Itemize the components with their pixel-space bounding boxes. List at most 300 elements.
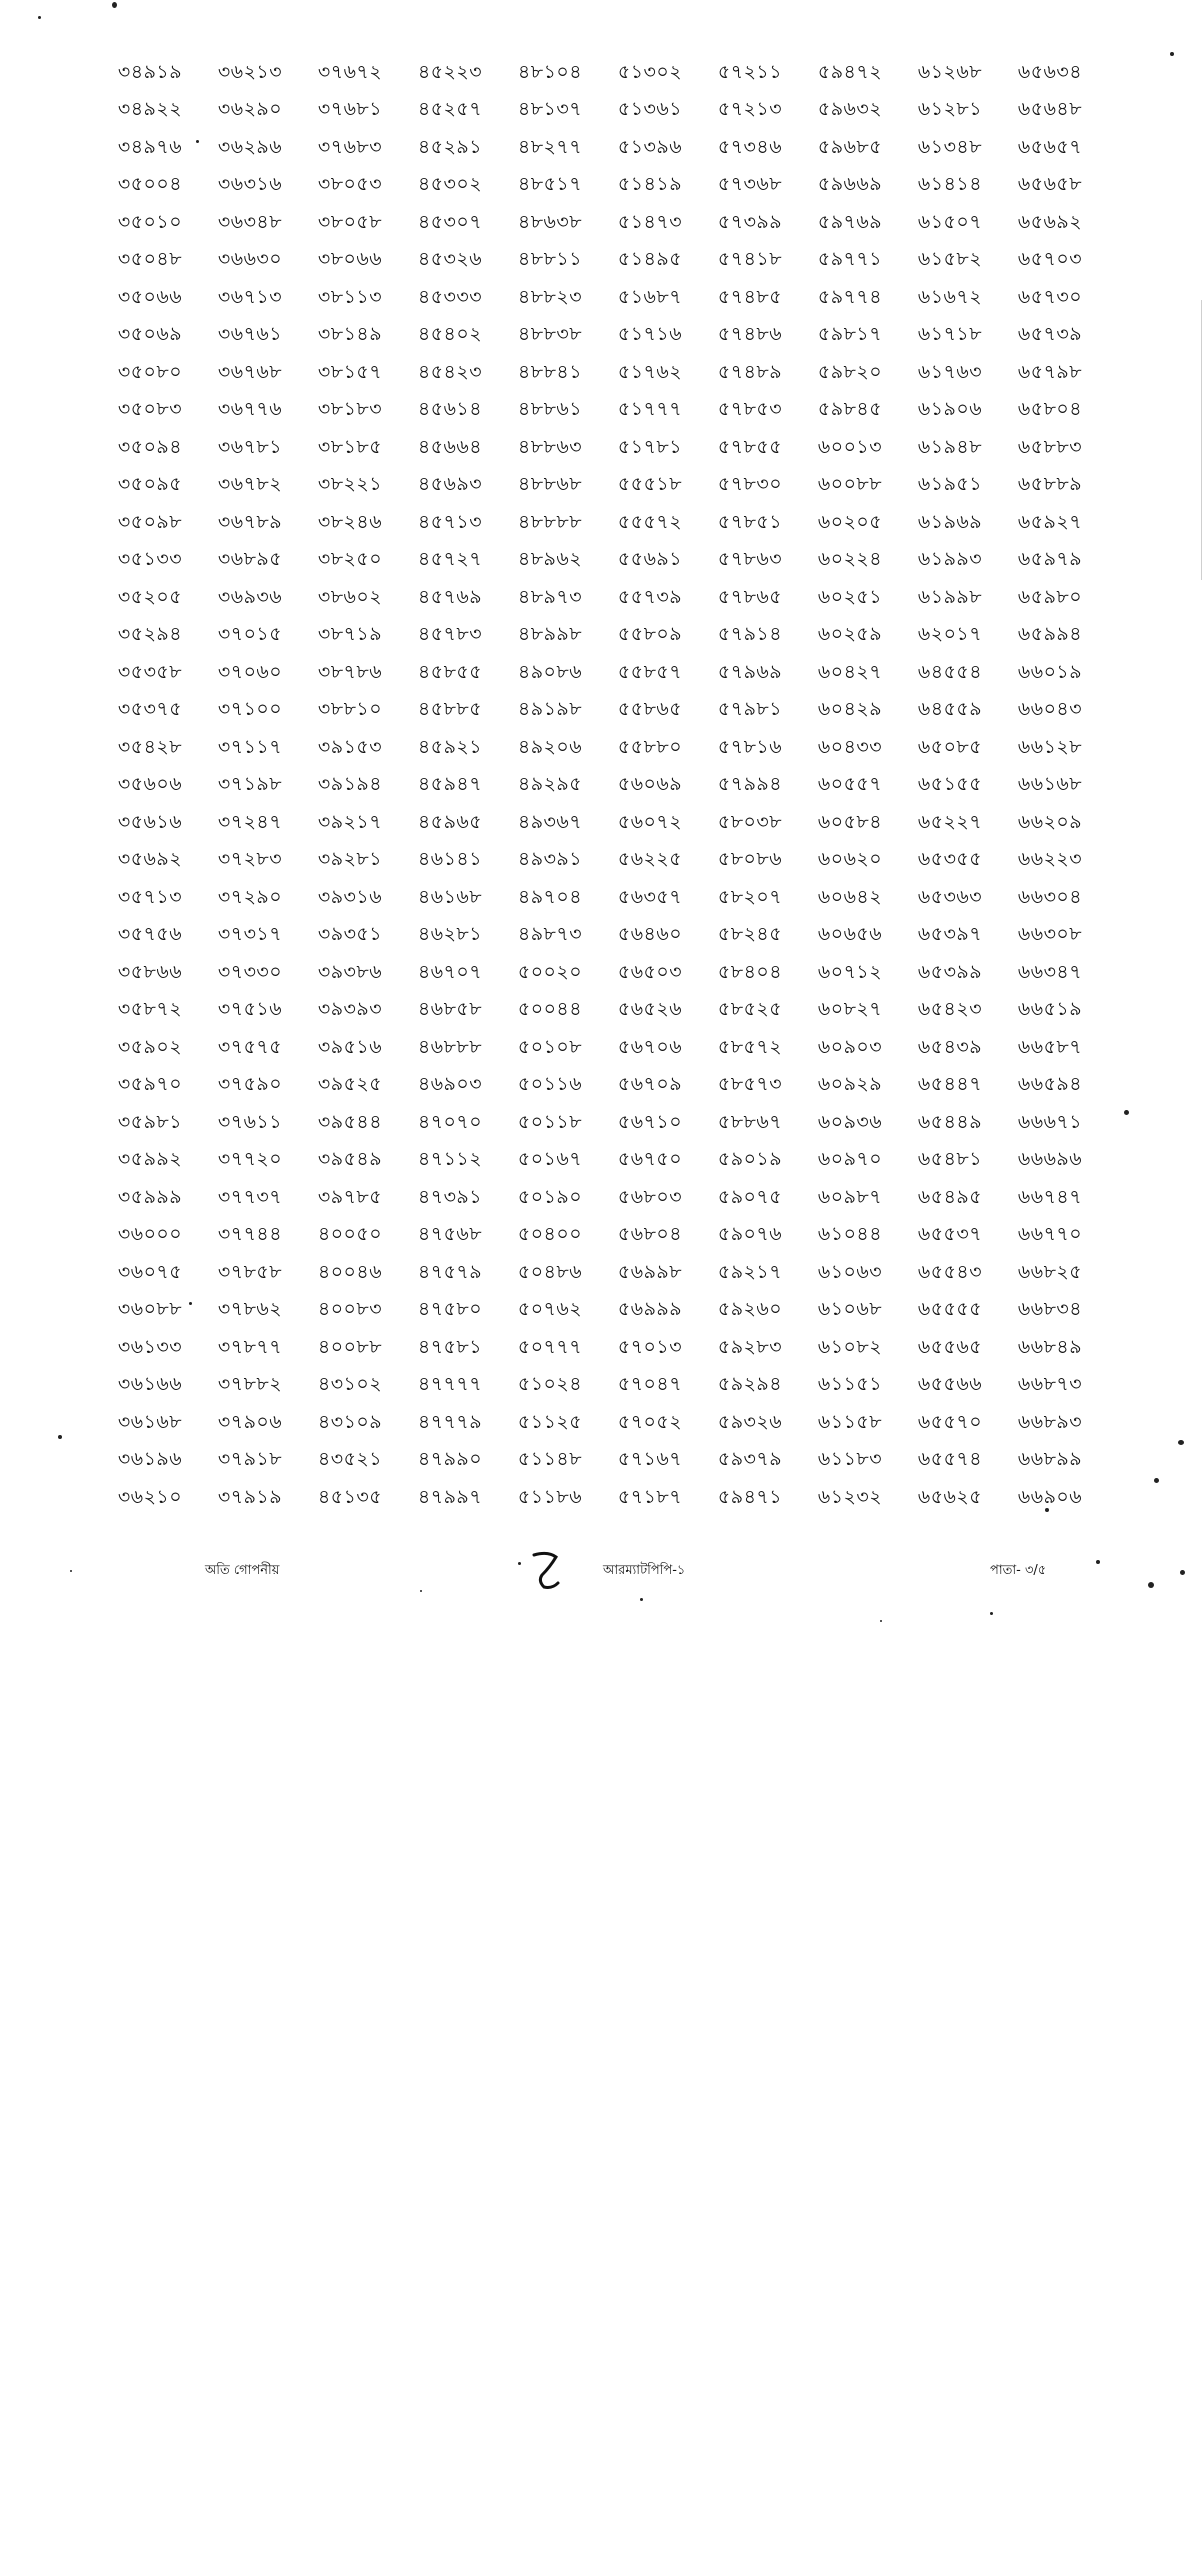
roll-number-cell: ৬৫৪৮১ bbox=[917, 1148, 983, 1171]
roll-number-cell: ৫৮৪০৪ bbox=[717, 960, 783, 983]
roll-number-cell: ৫৯৮৪৫ bbox=[817, 398, 883, 421]
scan-speck bbox=[990, 1612, 993, 1615]
roll-number-cell: ৩৫০৪৮ bbox=[117, 248, 183, 271]
roll-number-cell: ৬১১৫১ bbox=[817, 1373, 883, 1396]
roll-number-cell: ৩৫২০৫ bbox=[117, 585, 183, 608]
roll-number-cell: ৩৮৭৮৬ bbox=[317, 660, 383, 683]
roll-number-cell: ৬৫৭৩০ bbox=[1017, 285, 1083, 308]
roll-number-cell: ৬০৫৮৪ bbox=[817, 810, 883, 833]
roll-number-cell: ৪৫৬৯৩ bbox=[417, 473, 483, 496]
roll-number-cell: ৩৫৪২৮ bbox=[117, 735, 183, 758]
roll-number-cell: ৩৫০৬৬ bbox=[117, 285, 183, 308]
roll-number-cell: ৬১৯৯৮ bbox=[917, 585, 983, 608]
roll-number-cell: ৬৫৭০৩ bbox=[1017, 248, 1083, 271]
roll-number-cell: ৬৬২০৯ bbox=[1017, 810, 1083, 833]
roll-number-cell: ৫৮০৩৮ bbox=[717, 810, 783, 833]
roll-number-cell: ৫৮২০৭ bbox=[717, 885, 783, 908]
roll-number-cell: ৪৮৮৬৩ bbox=[517, 435, 583, 458]
roll-number-cell: ৩৬৬৩০ bbox=[217, 248, 283, 271]
roll-number-cell: ৫৯৬৩২ bbox=[817, 98, 883, 121]
roll-number-cell: ৪০০৮৮ bbox=[317, 1335, 383, 1358]
roll-number-cell: ৬৪৫৫৯ bbox=[917, 698, 983, 721]
scan-speck bbox=[196, 140, 199, 143]
roll-number-cell: ৬৫৪৯৫ bbox=[917, 1185, 983, 1208]
roll-number-cell: ৬৬৫৮৭ bbox=[1017, 1035, 1083, 1058]
scan-speck bbox=[1180, 1570, 1185, 1575]
scan-speck bbox=[420, 1590, 422, 1592]
roll-number-cell: ৪৭৫৬৮ bbox=[417, 1223, 483, 1246]
roll-number-cell: ৫৯২৬০ bbox=[717, 1298, 783, 1321]
roll-number-cell: ৪৭৫৭৯ bbox=[417, 1260, 483, 1283]
roll-number-cell: ৬৫৬৯২ bbox=[1017, 210, 1083, 233]
roll-number-cell: ৪৫৩৩৩ bbox=[417, 285, 483, 308]
table-row bbox=[100, 880, 1100, 918]
table-row bbox=[100, 468, 1100, 506]
roll-number-cell: ৫৯০১৯ bbox=[717, 1148, 783, 1171]
roll-number-cell: ৩৫৯০২ bbox=[117, 1035, 183, 1058]
table-row bbox=[100, 505, 1100, 543]
roll-number-cell: ৫৭২১৩ bbox=[717, 98, 783, 121]
roll-number-cell: ৫৭৮৬৩ bbox=[717, 548, 783, 571]
roll-number-cell: ৩৮১১৩ bbox=[317, 285, 383, 308]
roll-number-cell: ৫১৩৬১ bbox=[617, 98, 683, 121]
roll-number-cell: ৬৬৬৯৬ bbox=[1017, 1148, 1083, 1171]
roll-number-cell: ৩৭১০০ bbox=[217, 698, 283, 721]
roll-number-cell: ৬২০১৭ bbox=[917, 623, 983, 646]
roll-number-cell: ৪৫৭২৭ bbox=[417, 548, 483, 571]
roll-number-cell: ৫৬৩৫৭ bbox=[617, 885, 683, 908]
roll-number-cell: ৫১১৮৬ bbox=[517, 1485, 583, 1508]
scan-edge-line bbox=[1201, 300, 1202, 580]
roll-number-cell: ৫১৭৬২ bbox=[617, 360, 683, 383]
page-number-label: পাতা- ৩/৫ bbox=[990, 1563, 1047, 1578]
roll-number-cell: ৬৬১৬৮ bbox=[1017, 773, 1083, 796]
roll-number-cell: ৬০২৫১ bbox=[817, 585, 883, 608]
roll-number-cell: ৬১০৮২ bbox=[817, 1335, 883, 1358]
roll-number-cell: ৪৬১৪১ bbox=[417, 848, 483, 871]
scan-speck bbox=[112, 2, 117, 8]
roll-number-cell: ৩৭৩১৭ bbox=[217, 923, 283, 946]
roll-number-cell: ৬০৯৭০ bbox=[817, 1148, 883, 1171]
roll-number-cell: ৫৭৩৬৮ bbox=[717, 173, 783, 196]
roll-number-cell: ৫০১৬৭ bbox=[517, 1148, 583, 1171]
roll-number-cell: ৩৮০৫৮ bbox=[317, 210, 383, 233]
roll-number-cell: ৫০৭৭৭ bbox=[517, 1335, 583, 1358]
roll-number-cell: ৩৬২৯০ bbox=[217, 98, 283, 121]
roll-number-cell: ৩৭২৪৭ bbox=[217, 810, 283, 833]
roll-number-cell: ৫৭৮৫৩ bbox=[717, 398, 783, 421]
roll-number-cell: ৫৭৩৪৬ bbox=[717, 135, 783, 158]
roll-number-cell: ৬১৩৪৮ bbox=[917, 135, 983, 158]
roll-number-cell: ৪৫৭৮৩ bbox=[417, 623, 483, 646]
roll-number-cell: ৫৫৮৮০ bbox=[617, 735, 683, 758]
roll-number-cell: ৫৫৭৩৯ bbox=[617, 585, 683, 608]
roll-number-cell: ৪৬৭০৭ bbox=[417, 960, 483, 983]
roll-number-cell: ৪৬৯০৩ bbox=[417, 1073, 483, 1096]
roll-number-cell: ৩৫৮৬৬ bbox=[117, 960, 183, 983]
scan-speck bbox=[70, 1570, 72, 1572]
roll-number-cell: ৪৫৮৫৫ bbox=[417, 660, 483, 683]
roll-number-cell: ৩৮১৮৫ bbox=[317, 435, 383, 458]
roll-number-cell: ৬০২০৫ bbox=[817, 510, 883, 533]
table-row bbox=[100, 993, 1100, 1031]
roll-number-cell: ৪৫২৫৭ bbox=[417, 98, 483, 121]
roll-number-cell: ৩৫৯৭০ bbox=[117, 1073, 183, 1096]
roll-number-cell: ৫১৩০২ bbox=[617, 60, 683, 83]
roll-number-cell: ৬১১৮৩ bbox=[817, 1448, 883, 1471]
roll-number-cell: ৪৯২০৬ bbox=[517, 735, 583, 758]
roll-number-cell: ৪৮৮৪১ bbox=[517, 360, 583, 383]
table-row bbox=[100, 55, 1100, 93]
roll-number-cell: ৫৬৭১০ bbox=[617, 1110, 683, 1133]
roll-number-cell: ৪৮৮৮৮ bbox=[517, 510, 583, 533]
roll-number-cell: ৬১৯৯৩ bbox=[917, 548, 983, 571]
roll-number-cell: ৫১৬৮৭ bbox=[617, 285, 683, 308]
roll-number-cell: ৬৬৭৪৭ bbox=[1017, 1185, 1083, 1208]
table-row bbox=[100, 618, 1100, 656]
roll-number-cell: ৩৪৯৭৬ bbox=[117, 135, 183, 158]
roll-number-cell: ৩৭৯১৮ bbox=[217, 1448, 283, 1471]
roll-number-cell: ৩৬০৮৮ bbox=[117, 1298, 183, 1321]
roll-number-cell: ৬০০৮৮ bbox=[817, 473, 883, 496]
roll-number-cell: ৬০৬৫৬ bbox=[817, 923, 883, 946]
roll-number-cell: ৪৫৪২৩ bbox=[417, 360, 483, 383]
roll-number-cell: ৬৫৪২৩ bbox=[917, 998, 983, 1021]
roll-number-cell: ৬০৯৮৭ bbox=[817, 1185, 883, 1208]
roll-number-cell: ৬৫৭৯৮ bbox=[1017, 360, 1083, 383]
roll-number-cell: ৩৫৯৯৯ bbox=[117, 1185, 183, 1208]
roll-number-cell: ৪৫২৯১ bbox=[417, 135, 483, 158]
roll-number-cell: ৫০১৯০ bbox=[517, 1185, 583, 1208]
roll-number-cell: ৬৫৫৫৫ bbox=[917, 1298, 983, 1321]
roll-number-cell: ৫১৭৮১ bbox=[617, 435, 683, 458]
roll-number-cell: ৫৯৮১৭ bbox=[817, 323, 883, 346]
roll-number-cell: ৫৬৪৬০ bbox=[617, 923, 683, 946]
roll-number-cell: ৫৭১৬৭ bbox=[617, 1448, 683, 1471]
roll-number-cell: ৩৯৫১৬ bbox=[317, 1035, 383, 1058]
roll-number-cell: ৩৭৮৫৮ bbox=[217, 1260, 283, 1283]
roll-number-cell: ৬১৯৬৯ bbox=[917, 510, 983, 533]
roll-number-cell: ৩৯৫২৫ bbox=[317, 1073, 383, 1096]
roll-number-cell: ৬০২৫৯ bbox=[817, 623, 883, 646]
roll-number-cell: ৬৬১২৮ bbox=[1017, 735, 1083, 758]
table-row bbox=[100, 955, 1100, 993]
roll-number-cell: ৬৫৮০৪ bbox=[1017, 398, 1083, 421]
roll-number-cell: ৫০৪৮৬ bbox=[517, 1260, 583, 1283]
roll-number-cell: ৪৫৬১৪ bbox=[417, 398, 483, 421]
table-row bbox=[100, 130, 1100, 168]
roll-number-cell: ৫৭৯৯৪ bbox=[717, 773, 783, 796]
roll-number-cell: ৪৫৪০২ bbox=[417, 323, 483, 346]
roll-number-cell: ৫৮২৪৫ bbox=[717, 923, 783, 946]
roll-number-cell: ৫৬৯৯৯ bbox=[617, 1298, 683, 1321]
roll-number-cell: ৬১২৩২ bbox=[817, 1485, 883, 1508]
roll-number-cell: ৬৫৪৩৯ bbox=[917, 1035, 983, 1058]
roll-number-cell: ৫০১১৮ bbox=[517, 1110, 583, 1133]
roll-number-cell: ৬৫৬৫৭ bbox=[1017, 135, 1083, 158]
roll-number-cell: ৩৭৩৩০ bbox=[217, 960, 283, 983]
roll-number-cell: ৩৬০০০ bbox=[117, 1223, 183, 1246]
scan-speck bbox=[1096, 1560, 1100, 1564]
page-footer bbox=[0, 1555, 1204, 1595]
roll-number-cell: ৩৯৫৪৯ bbox=[317, 1148, 383, 1171]
table-row bbox=[100, 168, 1100, 206]
roll-number-cell: ৫৫৮০৯ bbox=[617, 623, 683, 646]
roll-number-cell: ৩৯১৯৪ bbox=[317, 773, 383, 796]
roll-number-cell: ৬৫৬৫৮ bbox=[1017, 173, 1083, 196]
roll-number-cell: ৪৯৭০৪ bbox=[517, 885, 583, 908]
roll-number-cell: ৬৫৯৮০ bbox=[1017, 585, 1083, 608]
roll-number-cell: ৩৫০৯৮ bbox=[117, 510, 183, 533]
roll-number-cell: ৩৯১৫৩ bbox=[317, 735, 383, 758]
roll-number-cell: ৫৫৮৫৭ bbox=[617, 660, 683, 683]
roll-number-cell: ৫১৩৯৬ bbox=[617, 135, 683, 158]
roll-number-cell: ৫৭০৪৭ bbox=[617, 1373, 683, 1396]
roll-number-cell: ৩৮০৬৬ bbox=[317, 248, 383, 271]
table-row bbox=[100, 393, 1100, 431]
scan-speck bbox=[880, 1620, 882, 1622]
roll-number-cell: ৩৮১৪৯ bbox=[317, 323, 383, 346]
roll-number-cell: ৫৯৪৭১ bbox=[717, 1485, 783, 1508]
roll-number-cell: ৩৯২১৭ bbox=[317, 810, 383, 833]
roll-number-cell: ৬৬৮৭৩ bbox=[1017, 1373, 1083, 1396]
roll-number-cell: ৬০০১৩ bbox=[817, 435, 883, 458]
roll-number-cell: ৫০০৪৪ bbox=[517, 998, 583, 1021]
roll-number-cell: ৪৭১১২ bbox=[417, 1148, 483, 1171]
roll-number-cell: ৩৭৮৭৭ bbox=[217, 1335, 283, 1358]
roll-number-cell: ৪৫৭১৩ bbox=[417, 510, 483, 533]
roll-number-cell: ৪৭৩৯১ bbox=[417, 1185, 483, 1208]
roll-number-cell: ৩৭৫৭৫ bbox=[217, 1035, 283, 1058]
roll-number-cell: ৬১৬৭২ bbox=[917, 285, 983, 308]
roll-number-cell: ৩৮৬০২ bbox=[317, 585, 383, 608]
roll-number-cell: ৩৫৬০৬ bbox=[117, 773, 183, 796]
roll-number-cell: ৩৭৬১১ bbox=[217, 1110, 283, 1133]
roll-number-cell: ৪৫৩০৭ bbox=[417, 210, 483, 233]
roll-number-cell: ৩৬৯৩৬ bbox=[217, 585, 283, 608]
table-row bbox=[100, 580, 1100, 618]
roll-number-cell: ৫৮৫২৫ bbox=[717, 998, 783, 1021]
roll-number-cell: ৬১০৬৩ bbox=[817, 1260, 883, 1283]
roll-number-cell: ৫৬৯৯৮ bbox=[617, 1260, 683, 1283]
scan-speck bbox=[38, 16, 41, 19]
roll-number-cell: ৩৭৭৪৪ bbox=[217, 1223, 283, 1246]
roll-number-cell: ৫৭৪৮৯ bbox=[717, 360, 783, 383]
roll-number-cell: ৩৮১৮৩ bbox=[317, 398, 383, 421]
roll-number-cell: ৪৭৫৮০ bbox=[417, 1298, 483, 1321]
roll-number-cell: ৪৯৩৯১ bbox=[517, 848, 583, 871]
roll-number-cell: ৪৫৬৬৪ bbox=[417, 435, 483, 458]
roll-number-cell: ৬৬২২৩ bbox=[1017, 848, 1083, 871]
roll-number-cell: ৩৭৯১৯ bbox=[217, 1485, 283, 1508]
roll-number-cell: ৪৭৭৭৯ bbox=[417, 1410, 483, 1433]
office-code-label: আরম্যাটপিপি-১ bbox=[603, 1563, 686, 1578]
roll-number-cell: ৫৯৭৬৯ bbox=[817, 210, 883, 233]
roll-number-cell: ৪৮৮১১ bbox=[517, 248, 583, 271]
roll-number-cell: ৫৭০৫২ bbox=[617, 1410, 683, 1433]
roll-number-cell: ৬৫৪৪৯ bbox=[917, 1110, 983, 1133]
roll-number-cell: ৫৯৭৭১ bbox=[817, 248, 883, 271]
roll-number-cell: ৫০৭৬২ bbox=[517, 1298, 583, 1321]
roll-number-cell: ৪৫৩০২ bbox=[417, 173, 483, 196]
roll-number-cell: ৫১১৪৮ bbox=[517, 1448, 583, 1471]
roll-number-cell: ৬৫৩৯৯ bbox=[917, 960, 983, 983]
roll-number-cell: ৪৯১৯৮ bbox=[517, 698, 583, 721]
roll-number-cell: ৩৮৭১৯ bbox=[317, 623, 383, 646]
roll-number-cell: ৪৫৭৬৯ bbox=[417, 585, 483, 608]
scan-speck bbox=[189, 1302, 192, 1305]
table-row bbox=[100, 730, 1100, 768]
roll-number-cell: ৬৬৬৭১ bbox=[1017, 1110, 1083, 1133]
roll-number-cell: ৩৬৭৮২ bbox=[217, 473, 283, 496]
roll-number-cell: ৩৬২১০ bbox=[117, 1485, 183, 1508]
roll-number-cell: ৫৫৬৯১ bbox=[617, 548, 683, 571]
roll-number-cell: ৪৯০৮৬ bbox=[517, 660, 583, 683]
roll-number-cell: ৩৬৭১৩ bbox=[217, 285, 283, 308]
roll-number-cell: ৪০০৫০ bbox=[317, 1223, 383, 1246]
roll-number-cell: ৫৬৭০৯ bbox=[617, 1073, 683, 1096]
roll-number-cell: ৬১৯৫১ bbox=[917, 473, 983, 496]
roll-number-cell: ৬১৫৮২ bbox=[917, 248, 983, 271]
roll-number-cell: ৫৯৭৭৪ bbox=[817, 285, 883, 308]
roll-number-cell: ৩৭৬৮১ bbox=[317, 98, 383, 121]
roll-number-cell: ৫৭৯৬৯ bbox=[717, 660, 783, 683]
roll-number-cell: ৪৫৯২১ bbox=[417, 735, 483, 758]
roll-number-cell: ৩৬২১৩ bbox=[217, 60, 283, 83]
roll-number-cell: ৩৭২৯০ bbox=[217, 885, 283, 908]
roll-number-cell: ৬৫০৮৫ bbox=[917, 735, 983, 758]
roll-number-cell: ৩৫৮৭২ bbox=[117, 998, 183, 1021]
roll-number-cell: ৫০৪০০ bbox=[517, 1223, 583, 1246]
table-row bbox=[100, 1368, 1100, 1406]
roll-number-cell: ৬৫৬২৫ bbox=[917, 1485, 983, 1508]
roll-number-cell: ৬০৯৩৬ bbox=[817, 1110, 883, 1133]
table-row bbox=[100, 1480, 1100, 1518]
roll-number-cell: ৬১৫০৭ bbox=[917, 210, 983, 233]
roll-number-cell: ৫৯৩২৬ bbox=[717, 1410, 783, 1433]
roll-number-cell: ৫৭২১১ bbox=[717, 60, 783, 83]
roll-number-cell: ৫৭৮৫৫ bbox=[717, 435, 783, 458]
roll-number-cell: ৫৬৫০৩ bbox=[617, 960, 683, 983]
roll-number-cell: ৪৬৮৮৮ bbox=[417, 1035, 483, 1058]
roll-number-cell: ৬১৪১৪ bbox=[917, 173, 983, 196]
roll-number-cell: ৬০৮২৭ bbox=[817, 998, 883, 1021]
roll-number-cell: ৬০৭১২ bbox=[817, 960, 883, 983]
roll-number-cell: ৩৭৮৮২ bbox=[217, 1373, 283, 1396]
roll-number-cell: ৫৮৮৬৭ bbox=[717, 1110, 783, 1133]
roll-number-cell: ৬৬৭৭০ bbox=[1017, 1223, 1083, 1246]
roll-number-cell: ৩৫৭৫৬ bbox=[117, 923, 183, 946]
scan-speck bbox=[1154, 1478, 1159, 1483]
roll-number-cell: ৬৫৫৬৫ bbox=[917, 1335, 983, 1358]
roll-number-cell: ৩৬২৯৬ bbox=[217, 135, 283, 158]
roll-number-cell: ৩৮৮১০ bbox=[317, 698, 383, 721]
roll-number-cell: ৬৬০১৯ bbox=[1017, 660, 1083, 683]
roll-number-cell: ৪৮২৭৭ bbox=[517, 135, 583, 158]
roll-number-cell: ৫৭৪১৮ bbox=[717, 248, 783, 271]
scan-speck bbox=[58, 1435, 62, 1439]
roll-number-cell: ৩৯২৮১ bbox=[317, 848, 383, 871]
roll-number-cell: ৫৬০৬৯ bbox=[617, 773, 683, 796]
roll-number-cell: ৬১২৮১ bbox=[917, 98, 983, 121]
roll-number-cell: ৫৭৪৮৫ bbox=[717, 285, 783, 308]
roll-number-cell: ৬০৫৫৭ bbox=[817, 773, 883, 796]
roll-number-cell: ৪৮৮৬৮ bbox=[517, 473, 583, 496]
table-row bbox=[100, 205, 1100, 243]
roll-number-cell: ৪৩১০২ bbox=[317, 1373, 383, 1396]
roll-number-cell: ৪৬৮৫৮ bbox=[417, 998, 483, 1021]
roll-number-cell: ৬৪৫৫৪ bbox=[917, 660, 983, 683]
roll-number-cell: ৫৭৯১৪ bbox=[717, 623, 783, 646]
roll-number-cell: ৬৬৫৯৪ bbox=[1017, 1073, 1083, 1096]
roll-number-cell: ৩৫১৩৩ bbox=[117, 548, 183, 571]
roll-number-cell: ৪০০৪৬ bbox=[317, 1260, 383, 1283]
roll-number-cell: ৫১৪৯৫ bbox=[617, 248, 683, 271]
roll-number-cell: ৫১৭১৬ bbox=[617, 323, 683, 346]
roll-number-cell: ৩৬১৯৬ bbox=[117, 1448, 183, 1471]
roll-number-cell: ৪৬১৬৮ bbox=[417, 885, 483, 908]
table-row bbox=[100, 918, 1100, 956]
roll-number-cell: ৩৭৫৯০ bbox=[217, 1073, 283, 1096]
roll-number-cell: ৪৮৮২৩ bbox=[517, 285, 583, 308]
roll-number-cell: ৫০০২০ bbox=[517, 960, 583, 983]
roll-number-cell: ৬৫৭৩৯ bbox=[1017, 323, 1083, 346]
table-row bbox=[100, 1030, 1100, 1068]
roll-number-cell: ৪৫১৩৫ bbox=[317, 1485, 383, 1508]
roll-number-cell: ৬৫৩৬৩ bbox=[917, 885, 983, 908]
roll-number-cell: ৫৫৫৭২ bbox=[617, 510, 683, 533]
roll-number-cell: ৩৯৩৮৬ bbox=[317, 960, 383, 983]
roll-number-cell: ৫৮৫৭৩ bbox=[717, 1073, 783, 1096]
roll-number-cell: ৬৫৬৩৪ bbox=[1017, 60, 1083, 83]
roll-number-cell: ৫৭৮৩০ bbox=[717, 473, 783, 496]
roll-number-cell: ৫৭৮৬৫ bbox=[717, 585, 783, 608]
scan-speck bbox=[1124, 1110, 1129, 1115]
roll-number-cell: ৬৫৪৪৭ bbox=[917, 1073, 983, 1096]
roll-number-cell: ৬৫৮৮৩ bbox=[1017, 435, 1083, 458]
roll-number-cell: ৪৭৫৮১ bbox=[417, 1335, 483, 1358]
roll-number-cell: ৩৮২২১ bbox=[317, 473, 383, 496]
roll-number-cell: ৫৬৭৫০ bbox=[617, 1148, 683, 1171]
roll-number-cell: ৬৬৩০৮ bbox=[1017, 923, 1083, 946]
roll-number-cell: ৪৫৮৮৫ bbox=[417, 698, 483, 721]
roll-number-cell: ৫৭০১৩ bbox=[617, 1335, 683, 1358]
roll-number-cell: ৬৬৯০৬ bbox=[1017, 1485, 1083, 1508]
roll-number-cell: ৩৫৬৯২ bbox=[117, 848, 183, 871]
roll-number-cell: ৬৫৮৮৯ bbox=[1017, 473, 1083, 496]
scan-speck bbox=[1178, 1440, 1184, 1445]
roll-number-cell: ৬৫৩৯৭ bbox=[917, 923, 983, 946]
scan-speck bbox=[1148, 1582, 1154, 1588]
roll-number-cell: ৩৭৬৭২ bbox=[317, 60, 383, 83]
roll-number-cell: ৩৪৯২২ bbox=[117, 98, 183, 121]
roll-number-cell: ৬০৪২৯ bbox=[817, 698, 883, 721]
roll-number-cell: ৫৯৬৮৫ bbox=[817, 135, 883, 158]
table-row bbox=[100, 93, 1100, 131]
roll-number-cell: ৪৯৩৬৭ bbox=[517, 810, 583, 833]
roll-number-cell: ৬০২২৪ bbox=[817, 548, 883, 571]
roll-number-cell: ৪৫৯৬৫ bbox=[417, 810, 483, 833]
roll-number-cell: ৫৯২৮৩ bbox=[717, 1335, 783, 1358]
roll-number-cell: ৪৭৭৭৭ bbox=[417, 1373, 483, 1396]
roll-number-cell: ৬১০৪৪ bbox=[817, 1223, 883, 1246]
roll-number-cell: ৬৬৮৯৩ bbox=[1017, 1410, 1083, 1433]
roll-number-cell: ৬০৯০৩ bbox=[817, 1035, 883, 1058]
table-row bbox=[100, 1105, 1100, 1143]
table-row bbox=[100, 693, 1100, 731]
roll-number-cell: ৫১৪১৯ bbox=[617, 173, 683, 196]
roll-number-cell: ৬৬০৪৩ bbox=[1017, 698, 1083, 721]
